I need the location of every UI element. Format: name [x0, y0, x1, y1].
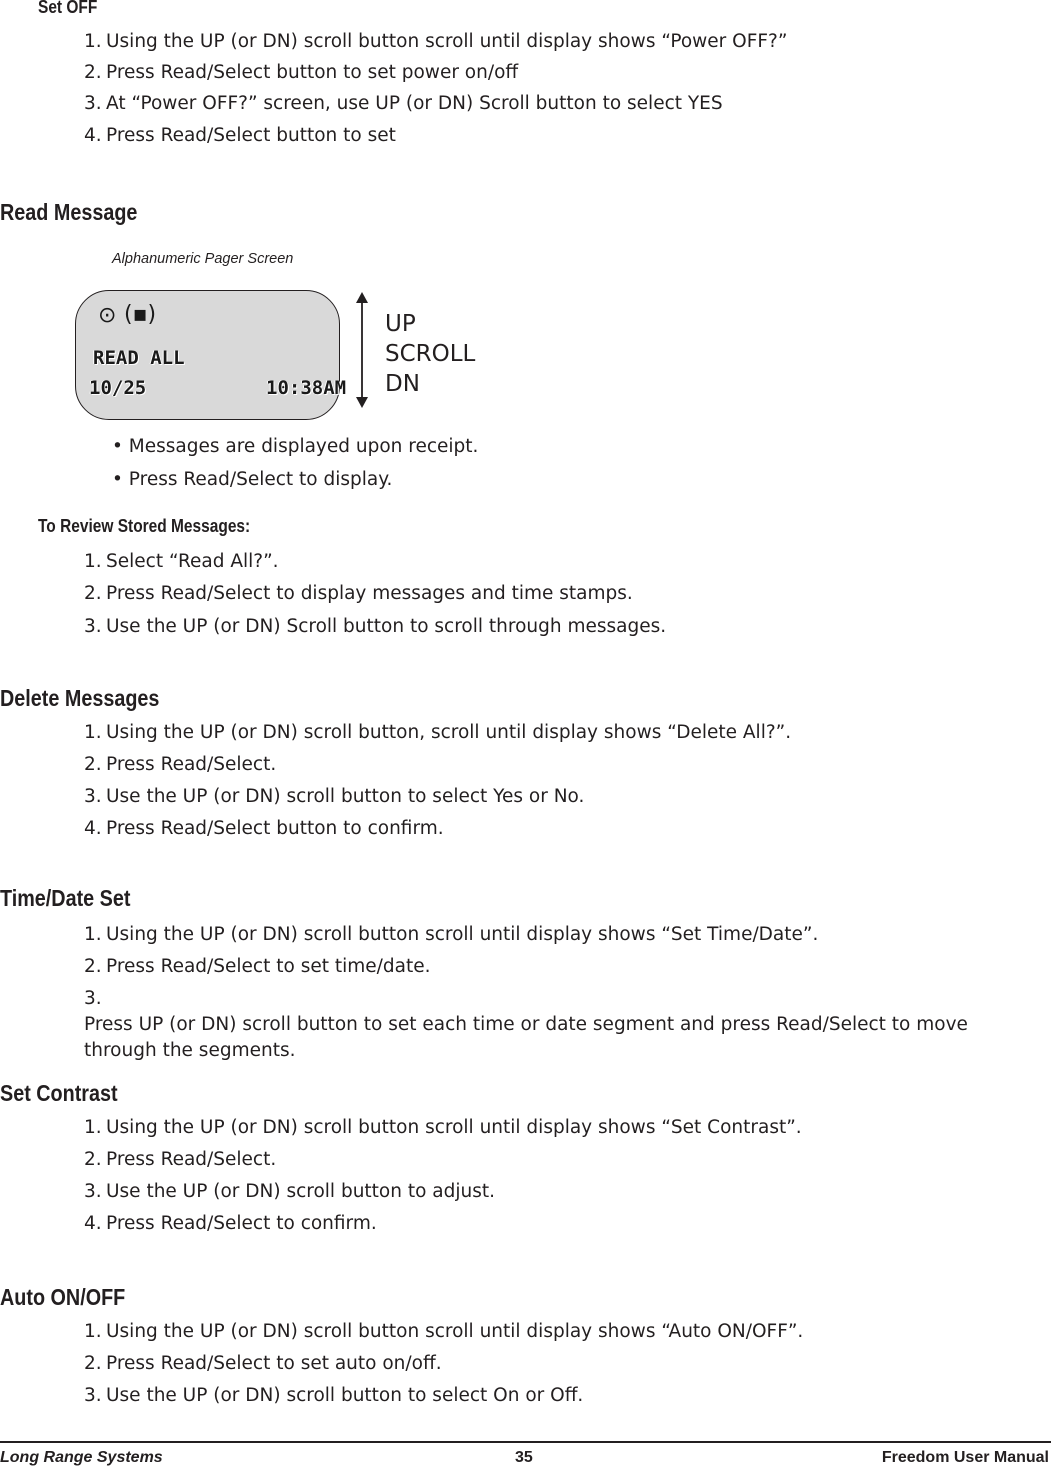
step-text: Press Read/Select to set auto on/off.	[106, 1353, 442, 1374]
delete-step-1	[84, 720, 791, 746]
step-text: Press Read/Select button to set	[106, 125, 396, 146]
step-number: 2.	[84, 1353, 102, 1374]
set-off-step-3	[84, 91, 723, 117]
step-text: Press Read/Select button to confirm.	[106, 818, 444, 839]
pager-screen	[75, 290, 347, 420]
contrast-step-1	[84, 1115, 802, 1141]
step-number: 1.	[84, 924, 102, 945]
footer-manual-title: Freedom User Manual	[881, 1449, 1049, 1466]
time-date-step-1	[84, 922, 818, 948]
step-text: Press Read/Select button to set power on/off	[106, 62, 519, 83]
footer-rule	[0, 1441, 1051, 1443]
step-text: Using the UP (or DN) scroll button scroll until display shows “Set Contrast”.	[106, 1117, 802, 1138]
scroll-arrow-icon	[353, 292, 371, 408]
step-text: Press Read/Select.	[106, 754, 277, 775]
step-number: 2.	[84, 754, 102, 775]
time-date-step-3	[84, 986, 1044, 1064]
step-text: At “Power OFF?” screen, use UP (or DN) Scroll button to select YES	[106, 93, 723, 114]
step-number: 3.	[84, 1181, 102, 1202]
step-text: Press Read/Select.	[106, 1149, 277, 1170]
step-text: Using the UP (or DN) scroll button, scroll until display shows “Delete All?”.	[106, 722, 792, 743]
contrast-step-2	[84, 1147, 276, 1173]
read-message-bullet-1: • Messages are displayed upon receipt.	[112, 436, 479, 457]
review-step-1	[84, 549, 279, 575]
step-text: Use the UP (or DN) scroll button to select On or Off.	[106, 1385, 584, 1406]
contrast-step-4	[84, 1211, 377, 1237]
step-number: 1.	[84, 1117, 102, 1138]
step-number: 3.	[84, 1385, 102, 1406]
step-number: 1.	[84, 1321, 102, 1342]
pager-screen-caption: Alphanumeric Pager Screen	[112, 251, 294, 267]
set-contrast-heading: Set Contrast	[0, 1080, 118, 1106]
step-number: 1.	[84, 551, 102, 572]
step-number: 1.	[84, 31, 102, 52]
step-text: Using the UP (or DN) scroll button scroll until display shows “Auto ON/OFF”.	[106, 1321, 804, 1342]
set-off-step-2	[84, 60, 518, 86]
vibrate-icon: (▪)	[124, 302, 157, 327]
auto-step-2	[84, 1351, 442, 1377]
read-message-bullet-2: • Press Read/Select to display.	[112, 469, 393, 490]
step-number: 2.	[84, 956, 102, 977]
pager-read-all-text: READ ALL	[93, 347, 185, 369]
step-number: 3.	[84, 786, 102, 807]
auto-step-1	[84, 1319, 803, 1345]
step-number: 4.	[84, 125, 102, 146]
pager-date: 10/25	[89, 377, 147, 399]
review-step-2	[84, 581, 633, 607]
delete-step-4	[84, 816, 444, 842]
pager-time: 10:38AM	[266, 377, 347, 399]
footer-company: Long Range Systems	[0, 1449, 163, 1466]
set-off-step-4	[84, 123, 396, 149]
scroll-label-scroll: SCROLL	[385, 341, 476, 367]
footer-page-number: 35	[515, 1449, 533, 1466]
step-number: 4.	[84, 1213, 102, 1234]
set-off-heading: Set OFF	[38, 0, 98, 17]
auto-step-3	[84, 1383, 583, 1409]
step-text: Use the UP (or DN) Scroll button to scroll through messages.	[106, 616, 667, 637]
delete-messages-heading: Delete Messages	[0, 685, 160, 711]
step-text: Press Read/Select to display messages and time stamps.	[106, 583, 633, 604]
delete-step-3	[84, 784, 584, 810]
step-number: 1.	[84, 722, 102, 743]
scroll-label-up: UP	[385, 311, 416, 337]
review-step-3	[84, 614, 666, 640]
alarm-icon: ⊙	[98, 303, 117, 328]
step-number: 2.	[84, 62, 102, 83]
step-number: 4.	[84, 818, 102, 839]
step-text: Use the UP (or DN) scroll button to select Yes or No.	[106, 786, 585, 807]
step-text: Press Read/Select to confirm.	[106, 1213, 377, 1234]
step-number: 3.	[84, 616, 102, 637]
step-text: Select “Read All?”.	[106, 551, 279, 572]
step-number: 3.	[84, 93, 102, 114]
review-heading: To Review Stored Messages:	[38, 516, 251, 536]
time-date-step-2	[84, 954, 430, 980]
time-date-heading: Time/Date Set	[0, 885, 131, 911]
step-number: 3.	[84, 988, 102, 1009]
step-text: Press Read/Select to set time/date.	[106, 956, 431, 977]
scroll-label-dn: DN	[385, 371, 420, 397]
contrast-step-3	[84, 1179, 495, 1205]
auto-onoff-heading: Auto ON/OFF	[0, 1284, 126, 1310]
read-message-heading: Read Message	[0, 199, 138, 225]
delete-step-2	[84, 752, 276, 778]
set-off-step-1	[84, 29, 787, 55]
step-text: Using the UP (or DN) scroll button scroll until display shows “Set Time/Date”.	[106, 924, 819, 945]
step-text: Use the UP (or DN) scroll button to adjust.	[106, 1181, 496, 1202]
step-text: Using the UP (or DN) scroll button scroll until display shows “Power OFF?”	[106, 31, 788, 52]
step-number: 2.	[84, 1149, 102, 1170]
step-number: 2.	[84, 583, 102, 604]
step-text: Press UP (or DN) scroll button to set each time or date segment and press Read/Select to move through the segments.	[84, 1014, 968, 1061]
